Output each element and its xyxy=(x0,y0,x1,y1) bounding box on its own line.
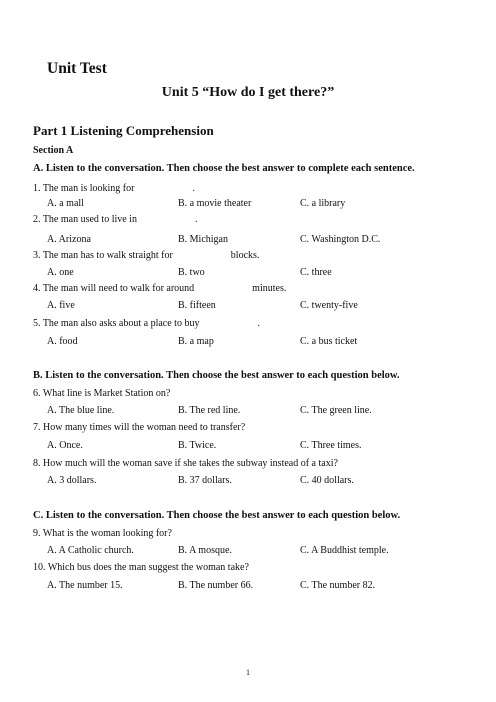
question-text: 7. How many times will the woman need to transfer? xyxy=(33,422,246,433)
question-text: 6. What line is Market Station on? xyxy=(33,388,171,399)
option-4c: C. twenty-five xyxy=(300,300,358,311)
option-1a: A. a mall xyxy=(47,198,84,209)
option-5a: A. food xyxy=(47,336,78,347)
question-6 xyxy=(33,388,170,399)
question-text: 9. What is the woman looking for? xyxy=(33,528,172,539)
question-4 xyxy=(33,283,286,294)
question-text: 1. The man is looking for xyxy=(33,183,135,194)
question-1 xyxy=(33,183,195,194)
option-7b: B. Twice. xyxy=(178,440,217,451)
instruction-c: C. Listen to the conversation. Then choose the best answer to each question below. xyxy=(33,510,401,521)
option-1c: C. a library xyxy=(300,198,346,209)
question-suffix: . xyxy=(192,183,195,194)
option-7a: A. Once. xyxy=(47,440,83,451)
question-8 xyxy=(33,458,338,469)
question-3 xyxy=(33,250,259,261)
option-6c: C. The green line. xyxy=(300,405,372,416)
instruction-a: A. Listen to the conversation. Then choose the best answer to complete each sentence. xyxy=(33,163,415,174)
unit-subtitle: Unit 5 “How do I get there?” xyxy=(161,85,335,100)
option-1b: B. a movie theater xyxy=(178,198,252,209)
option-10c: C. The number 82. xyxy=(300,580,376,591)
option-8b: B. 37 dollars. xyxy=(178,475,232,486)
section-heading: Section A xyxy=(33,145,74,156)
option-8c: C. 40 dollars. xyxy=(300,475,354,486)
option-6a: A. The blue line. xyxy=(47,405,115,416)
question-text: 8. How much will the woman save if she takes the subway instead of a taxi? xyxy=(33,458,338,469)
option-6b: B. The red line. xyxy=(178,405,241,416)
option-2a: A. Arizona xyxy=(47,234,91,245)
part-heading: Part 1 Listening Comprehension xyxy=(33,123,214,138)
question-7 xyxy=(33,422,245,433)
option-3c: C. three xyxy=(300,267,332,278)
question-text: 2. The man used to live in xyxy=(33,214,137,225)
question-text: 3. The man has to walk straight for xyxy=(33,250,173,261)
option-3a: A. one xyxy=(47,267,74,278)
question-9 xyxy=(33,528,172,539)
option-7c: C. Three times. xyxy=(300,440,362,451)
question-5 xyxy=(33,318,260,329)
option-5c: C. a bus ticket xyxy=(300,336,358,347)
question-text: 10. Which bus does the man suggest the woman take? xyxy=(33,562,249,573)
option-3b: B. two xyxy=(178,267,205,278)
question-suffix: minutes. xyxy=(252,283,287,294)
option-9a: A. A Catholic church. xyxy=(47,545,134,556)
option-10b: B. The number 66. xyxy=(178,580,254,591)
question-suffix: blocks. xyxy=(230,250,260,261)
option-10a: A. The number 15. xyxy=(47,580,123,591)
option-2b: B. Michigan xyxy=(178,234,228,245)
question-suffix: . xyxy=(194,214,198,225)
instruction-b: B. Listen to the conversation. Then choose the best answer to each question below. xyxy=(33,370,400,381)
option-5b: B. a map xyxy=(178,336,214,347)
option-9b: B. A mosque. xyxy=(178,545,232,556)
question-suffix: . xyxy=(257,318,260,329)
question-text: 5. The man also asks about a place to buy xyxy=(33,318,200,329)
option-4b: B. fifteen xyxy=(178,300,216,311)
option-2c: C. Washington D.C. xyxy=(300,234,381,245)
page-number: 1 xyxy=(246,668,250,677)
question-text: 4. The man will need to walk for around xyxy=(33,283,195,294)
option-8a: A. 3 dollars. xyxy=(47,475,97,486)
page-title: Unit Test xyxy=(47,60,107,77)
question-2 xyxy=(33,214,197,225)
option-9c: C. A Buddhist temple. xyxy=(300,545,389,556)
option-4a: A. five xyxy=(47,300,75,311)
question-10 xyxy=(33,562,249,573)
